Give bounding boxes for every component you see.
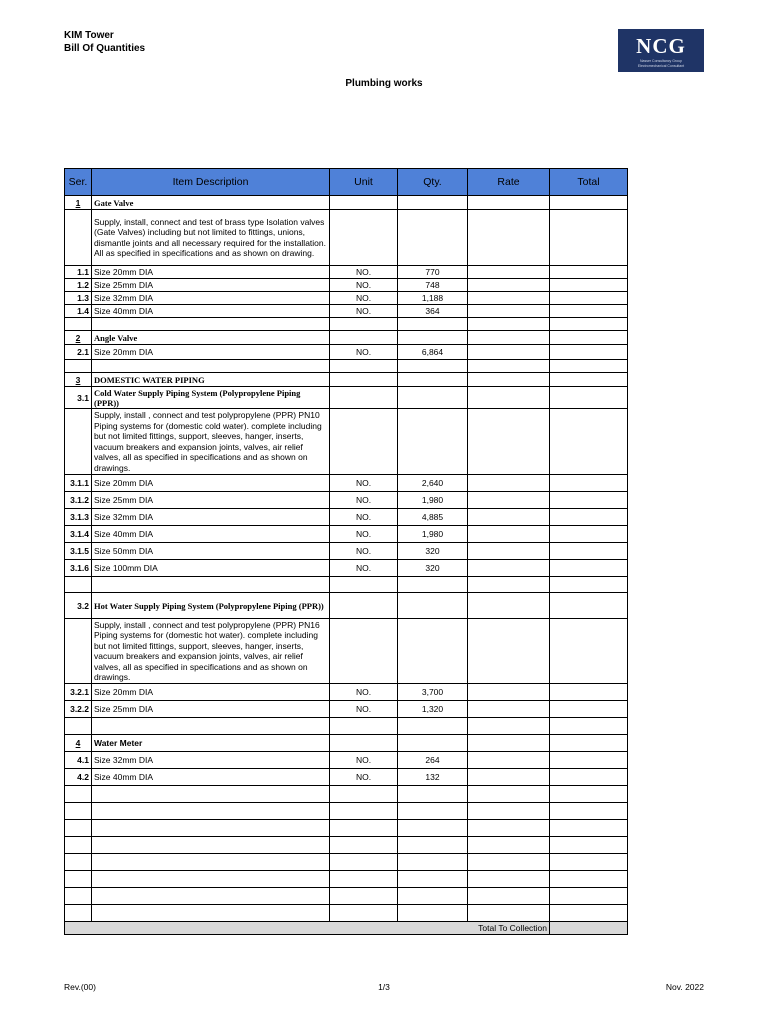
- cell-description: [92, 854, 330, 871]
- cell-unit: NO.: [330, 684, 398, 701]
- cell-unit: NO.: [330, 266, 398, 279]
- cell-ser: 3.1: [65, 387, 92, 409]
- cell-qty: [398, 735, 468, 752]
- table-row: [65, 619, 628, 684]
- cell-unit: NO.: [330, 526, 398, 543]
- table-row: [65, 305, 628, 318]
- cell-unit: [330, 360, 398, 373]
- cell-rate: [468, 331, 550, 345]
- cell-total: [550, 543, 628, 560]
- cell-description: Size 20mm DIA: [92, 345, 330, 360]
- boq-table: [64, 168, 628, 935]
- cell-rate: [468, 837, 550, 854]
- cell-unit: [330, 735, 398, 752]
- table-row: [65, 593, 628, 619]
- cell-ser: 4: [65, 735, 92, 752]
- table-row: [65, 492, 628, 509]
- cell-unit: [330, 820, 398, 837]
- cell-qty: 2,640: [398, 475, 468, 492]
- cell-rate: [468, 492, 550, 509]
- cell-total: [550, 279, 628, 292]
- cell-unit: NO.: [330, 305, 398, 318]
- cell-qty: [398, 318, 468, 331]
- cell-ser: 3.2: [65, 593, 92, 619]
- cell-total: [550, 492, 628, 509]
- cell-ser: 1.2: [65, 279, 92, 292]
- document-title: Bill Of Quantities: [64, 43, 146, 54]
- cell-ser: [65, 854, 92, 871]
- cell-total: [550, 593, 628, 619]
- cell-unit: [330, 786, 398, 803]
- cell-description: Size 20mm DIA: [92, 684, 330, 701]
- table-row: [65, 837, 628, 854]
- cell-total: [550, 577, 628, 593]
- header-qty: Qty.: [398, 169, 468, 196]
- total-value: [550, 922, 628, 935]
- table-row: [65, 718, 628, 735]
- total-label: Total To Collection: [65, 922, 550, 935]
- cell-total: [550, 701, 628, 718]
- table-row: [65, 409, 628, 475]
- cell-ser: [65, 577, 92, 593]
- cell-total: [550, 210, 628, 266]
- cell-description: Water Meter: [92, 735, 330, 752]
- table-row: [65, 905, 628, 922]
- cell-rate: [468, 305, 550, 318]
- cell-qty: 4,885: [398, 509, 468, 526]
- table-row: [65, 701, 628, 718]
- table-row: [65, 803, 628, 820]
- cell-ser: [65, 786, 92, 803]
- table-row: [65, 373, 628, 387]
- cell-description: [92, 888, 330, 905]
- cell-ser: 2: [65, 331, 92, 345]
- cell-unit: [330, 619, 398, 684]
- cell-unit: [330, 803, 398, 820]
- cell-qty: 320: [398, 560, 468, 577]
- cell-rate: [468, 210, 550, 266]
- cell-ser: 1.1: [65, 266, 92, 279]
- cell-total: [550, 684, 628, 701]
- table-header-row: [65, 169, 628, 196]
- cell-total: [550, 888, 628, 905]
- cell-unit: NO.: [330, 752, 398, 769]
- cell-qty: 6,864: [398, 345, 468, 360]
- cell-ser: 4.2: [65, 769, 92, 786]
- cell-qty: [398, 888, 468, 905]
- cell-qty: [398, 837, 468, 854]
- boq-body: [65, 196, 628, 922]
- cell-ser: [65, 888, 92, 905]
- cell-description: [92, 577, 330, 593]
- cell-description: Size 32mm DIA: [92, 509, 330, 526]
- cell-unit: [330, 871, 398, 888]
- cell-total: [550, 509, 628, 526]
- cell-description: Gate Valve: [92, 196, 330, 210]
- cell-unit: [330, 593, 398, 619]
- cell-description: [92, 871, 330, 888]
- cell-qty: [398, 619, 468, 684]
- table-row: [65, 752, 628, 769]
- cell-qty: [398, 593, 468, 619]
- cell-qty: [398, 360, 468, 373]
- cell-rate: [468, 560, 550, 577]
- cell-unit: NO.: [330, 345, 398, 360]
- cell-total: [550, 373, 628, 387]
- cell-description: Cold Water Supply Piping System (Polypropylene Piping (PPR)): [92, 387, 330, 409]
- cell-ser: 3.2.1: [65, 684, 92, 701]
- cell-description: Size 20mm DIA: [92, 475, 330, 492]
- cell-description: Size 40mm DIA: [92, 305, 330, 318]
- logo-brand: NCG: [636, 34, 686, 58]
- cell-ser: 3.1.3: [65, 509, 92, 526]
- cell-ser: 3.2.2: [65, 701, 92, 718]
- section-title: Plumbing works: [345, 78, 423, 89]
- cell-qty: 748: [398, 279, 468, 292]
- footer-revision: Rev.(00): [64, 982, 96, 992]
- cell-total: [550, 475, 628, 492]
- cell-unit: [330, 373, 398, 387]
- cell-ser: 1.3: [65, 292, 92, 305]
- cell-total: [550, 266, 628, 279]
- project-name: KIM Tower: [64, 30, 114, 41]
- table-row: [65, 543, 628, 560]
- logo-line-2: Electromechanical Consultant: [637, 64, 685, 68]
- cell-ser: 3.1.5: [65, 543, 92, 560]
- cell-ser: 1.4: [65, 305, 92, 318]
- cell-description: Size 40mm DIA: [92, 769, 330, 786]
- cell-description: [92, 318, 330, 331]
- cell-description: Size 50mm DIA: [92, 543, 330, 560]
- company-logo: [618, 29, 704, 72]
- cell-qty: [398, 820, 468, 837]
- cell-total: [550, 360, 628, 373]
- cell-qty: 364: [398, 305, 468, 318]
- cell-rate: [468, 196, 550, 210]
- cell-total: [550, 345, 628, 360]
- cell-ser: [65, 718, 92, 735]
- cell-total: [550, 560, 628, 577]
- cell-total: [550, 854, 628, 871]
- cell-total: [550, 305, 628, 318]
- cell-total: [550, 526, 628, 543]
- cell-total: [550, 735, 628, 752]
- cell-ser: [65, 820, 92, 837]
- cell-description: Size 25mm DIA: [92, 701, 330, 718]
- cell-unit: [330, 905, 398, 922]
- cell-ser: [65, 619, 92, 684]
- cell-rate: [468, 373, 550, 387]
- cell-ser: [65, 905, 92, 922]
- cell-description: Size 20mm DIA: [92, 266, 330, 279]
- cell-rate: [468, 279, 550, 292]
- cell-unit: [330, 718, 398, 735]
- table-row: [65, 854, 628, 871]
- cell-rate: [468, 360, 550, 373]
- cell-ser: [65, 837, 92, 854]
- cell-rate: [468, 318, 550, 331]
- cell-total: [550, 803, 628, 820]
- table-row: [65, 279, 628, 292]
- cell-description: [92, 718, 330, 735]
- cell-rate: [468, 593, 550, 619]
- cell-qty: 1,320: [398, 701, 468, 718]
- cell-description: [92, 803, 330, 820]
- cell-total: [550, 820, 628, 837]
- cell-rate: [468, 718, 550, 735]
- cell-rate: [468, 543, 550, 560]
- cell-unit: [330, 854, 398, 871]
- cell-unit: NO.: [330, 560, 398, 577]
- logo-line-1: Nasser Consultancy Group: [639, 59, 683, 63]
- cell-description: [92, 786, 330, 803]
- cell-total: [550, 409, 628, 475]
- total-row: [65, 922, 628, 935]
- cell-qty: 264: [398, 752, 468, 769]
- table-row: [65, 820, 628, 837]
- table-row: [65, 735, 628, 752]
- cell-description: Size 25mm DIA: [92, 492, 330, 509]
- table-row: [65, 196, 628, 210]
- cell-ser: 3.1.6: [65, 560, 92, 577]
- cell-unit: NO.: [330, 701, 398, 718]
- cell-qty: 1,188: [398, 292, 468, 305]
- cell-description: Size 25mm DIA: [92, 279, 330, 292]
- header-item-description: Item Description: [92, 169, 330, 196]
- cell-unit: NO.: [330, 292, 398, 305]
- cell-unit: NO.: [330, 543, 398, 560]
- table-row: [65, 475, 628, 492]
- cell-qty: [398, 373, 468, 387]
- cell-unit: NO.: [330, 769, 398, 786]
- cell-rate: [468, 684, 550, 701]
- cell-total: [550, 387, 628, 409]
- cell-rate: [468, 786, 550, 803]
- cell-qty: 1,980: [398, 526, 468, 543]
- cell-unit: [330, 318, 398, 331]
- cell-description: [92, 820, 330, 837]
- cell-ser: [65, 803, 92, 820]
- cell-description: [92, 360, 330, 373]
- cell-total: [550, 871, 628, 888]
- cell-ser: [65, 210, 92, 266]
- table-row: [65, 888, 628, 905]
- cell-unit: NO.: [330, 475, 398, 492]
- cell-ser: [65, 871, 92, 888]
- cell-total: [550, 318, 628, 331]
- cell-ser: 1: [65, 196, 92, 210]
- cell-description: Supply, install , connect and test polypropylene (PPR) PN10 Piping systems for (domestic cold water). complete including but not limited fittings, support, sleeves, hanger, inserts, vacuum breakers and expansion joints, valves, air relief valves, all as specified in specifications and as shown on drawings.: [92, 409, 330, 475]
- cell-unit: [330, 387, 398, 409]
- cell-ser: 3.1.2: [65, 492, 92, 509]
- cell-qty: 770: [398, 266, 468, 279]
- cell-rate: [468, 888, 550, 905]
- cell-description: Supply, install , connect and test polypropylene (PPR) PN16 Piping systems for (domestic hot water). complete including but not limited fittings, support, sleeves, hanger, inserts, vacuum breakers and expansion joints, valves, air relief valves, all as specified in specifications and as shown on drawings.: [92, 619, 330, 684]
- cell-rate: [468, 854, 550, 871]
- table-row: [65, 345, 628, 360]
- table-row: [65, 292, 628, 305]
- cell-qty: [398, 331, 468, 345]
- cell-qty: 132: [398, 769, 468, 786]
- cell-rate: [468, 266, 550, 279]
- cell-rate: [468, 475, 550, 492]
- cell-description: Size 40mm DIA: [92, 526, 330, 543]
- table-row: [65, 526, 628, 543]
- header-rate: Rate: [468, 169, 550, 196]
- cell-unit: NO.: [330, 492, 398, 509]
- cell-ser: 2.1: [65, 345, 92, 360]
- cell-description: Angle Valve: [92, 331, 330, 345]
- cell-description: Hot Water Supply Piping System (Polypropylene Piping (PPR)): [92, 593, 330, 619]
- cell-unit: [330, 331, 398, 345]
- cell-unit: NO.: [330, 509, 398, 526]
- header-ser: Ser.: [65, 169, 92, 196]
- cell-total: [550, 196, 628, 210]
- cell-qty: [398, 409, 468, 475]
- cell-total: [550, 292, 628, 305]
- footer-date: Nov. 2022: [665, 982, 704, 992]
- cell-ser: 3.1.4: [65, 526, 92, 543]
- cell-qty: 320: [398, 543, 468, 560]
- cell-qty: [398, 387, 468, 409]
- cell-qty: [398, 905, 468, 922]
- cell-description: Size 32mm DIA: [92, 292, 330, 305]
- table-row: [65, 577, 628, 593]
- cell-qty: [398, 786, 468, 803]
- cell-description: [92, 905, 330, 922]
- cell-rate: [468, 509, 550, 526]
- cell-rate: [468, 803, 550, 820]
- cell-qty: [398, 854, 468, 871]
- table-row: [65, 684, 628, 701]
- cell-unit: [330, 888, 398, 905]
- cell-rate: [468, 820, 550, 837]
- cell-description: DOMESTIC WATER PIPING: [92, 373, 330, 387]
- cell-description: Supply, install, connect and test of brass type Isolation valves (Gate Valves) including but not limited to fittings, unions, dismantle joints and all necessary required for the installation. All as specified in specifications and as shown on drawing.: [92, 210, 330, 266]
- cell-description: Size 32mm DIA: [92, 752, 330, 769]
- cell-total: [550, 905, 628, 922]
- cell-unit: NO.: [330, 279, 398, 292]
- cell-unit: [330, 837, 398, 854]
- cell-rate: [468, 701, 550, 718]
- cell-description: Size 100mm DIA: [92, 560, 330, 577]
- cell-rate: [468, 871, 550, 888]
- cell-ser: 4.1: [65, 752, 92, 769]
- cell-ser: [65, 360, 92, 373]
- cell-total: [550, 718, 628, 735]
- cell-total: [550, 786, 628, 803]
- cell-total: [550, 619, 628, 684]
- header-unit: Unit: [330, 169, 398, 196]
- cell-unit: [330, 210, 398, 266]
- cell-total: [550, 752, 628, 769]
- cell-rate: [468, 905, 550, 922]
- cell-total: [550, 837, 628, 854]
- cell-unit: [330, 409, 398, 475]
- cell-ser: 3.1.1: [65, 475, 92, 492]
- table-row: [65, 266, 628, 279]
- cell-qty: [398, 803, 468, 820]
- cell-rate: [468, 387, 550, 409]
- cell-qty: 1,980: [398, 492, 468, 509]
- table-row: [65, 786, 628, 803]
- table-row: [65, 871, 628, 888]
- cell-qty: [398, 196, 468, 210]
- cell-rate: [468, 752, 550, 769]
- cell-ser: [65, 318, 92, 331]
- cell-unit: [330, 196, 398, 210]
- cell-unit: [330, 577, 398, 593]
- cell-rate: [468, 526, 550, 543]
- cell-qty: [398, 718, 468, 735]
- header-total: Total: [550, 169, 628, 196]
- table-row: [65, 360, 628, 373]
- cell-rate: [468, 735, 550, 752]
- footer-page-number: 1/3: [378, 982, 390, 992]
- cell-description: [92, 837, 330, 854]
- cell-qty: [398, 577, 468, 593]
- cell-rate: [468, 345, 550, 360]
- cell-qty: 3,700: [398, 684, 468, 701]
- table-row: [65, 769, 628, 786]
- cell-total: [550, 331, 628, 345]
- table-row: [65, 318, 628, 331]
- cell-rate: [468, 619, 550, 684]
- table-row: [65, 387, 628, 409]
- cell-rate: [468, 292, 550, 305]
- table-row: [65, 509, 628, 526]
- cell-rate: [468, 577, 550, 593]
- cell-total: [550, 769, 628, 786]
- table-row: [65, 210, 628, 266]
- cell-qty: [398, 871, 468, 888]
- cell-rate: [468, 409, 550, 475]
- cell-ser: 3: [65, 373, 92, 387]
- cell-ser: [65, 409, 92, 475]
- cell-qty: [398, 210, 468, 266]
- cell-rate: [468, 769, 550, 786]
- table-row: [65, 331, 628, 345]
- table-row: [65, 560, 628, 577]
